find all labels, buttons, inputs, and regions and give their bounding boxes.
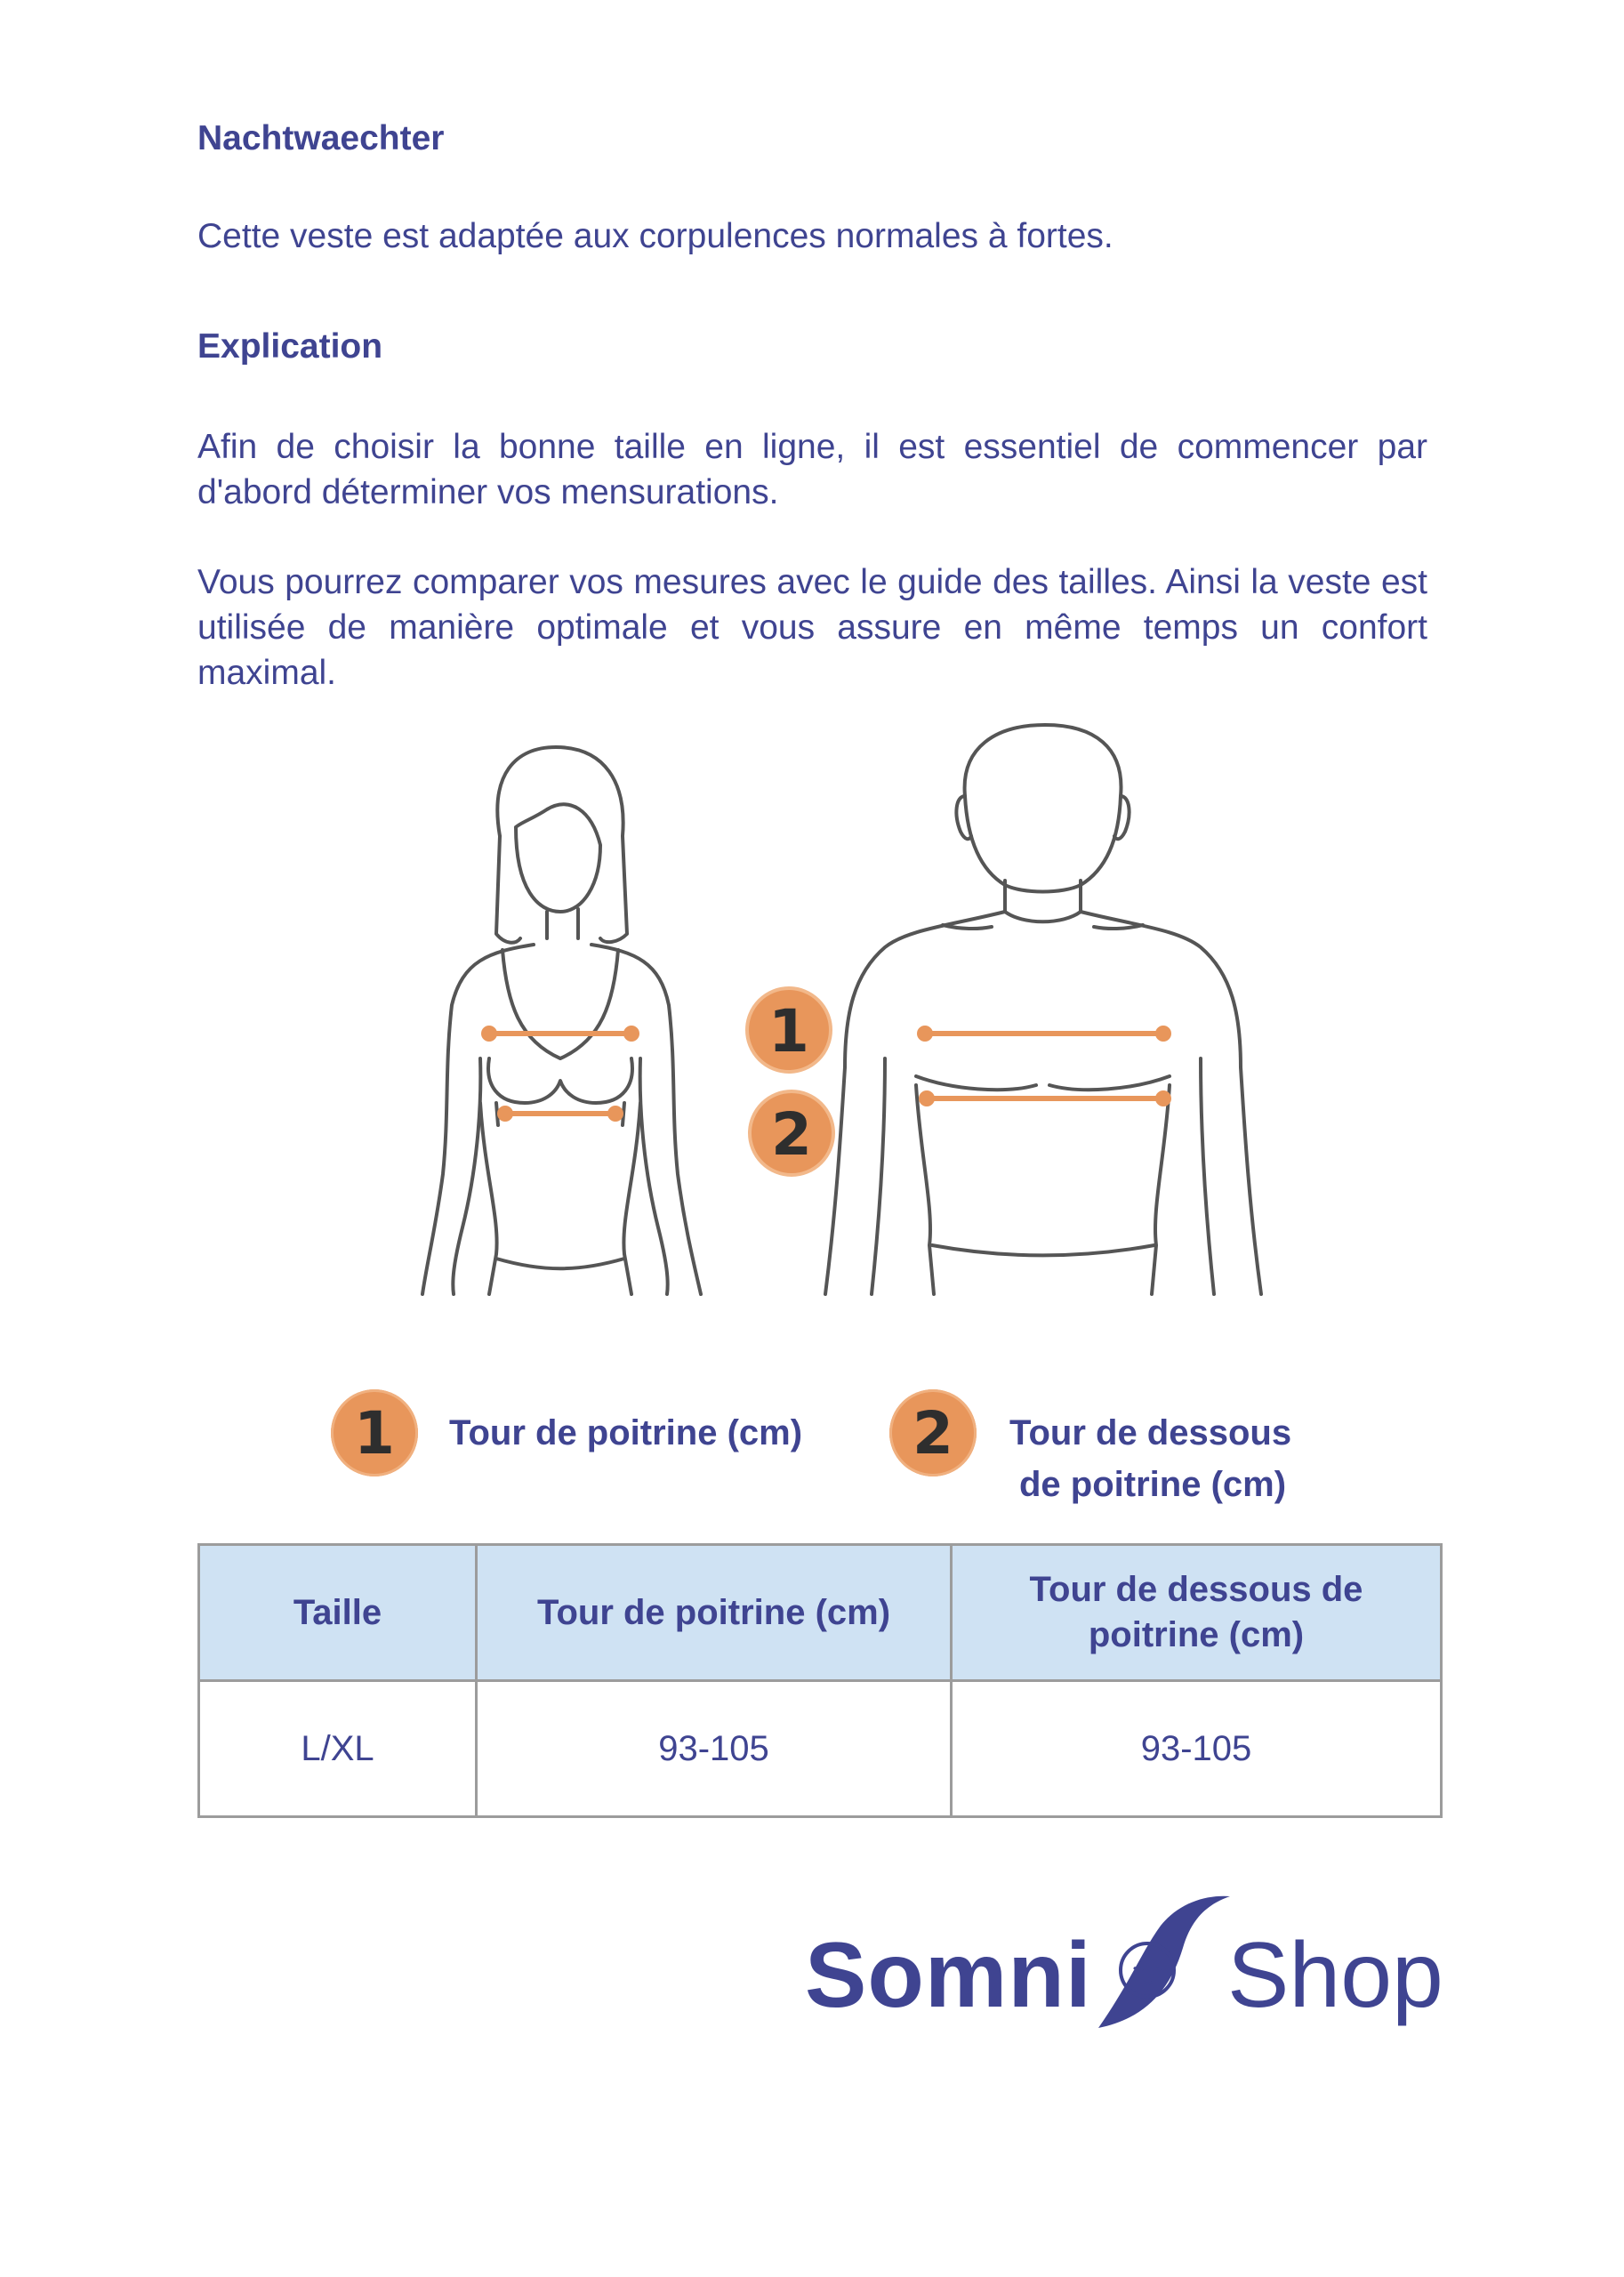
- cell-underbust: 93-105: [952, 1681, 1442, 1817]
- intro-text: Cette veste est adaptée aux corpulences normales à fortes.: [197, 217, 1113, 255]
- logo-text-shop: Shop: [1227, 1924, 1443, 2027]
- man-figure-outline: [825, 725, 1261, 1294]
- woman-figure-outline: [422, 747, 701, 1294]
- size-table: [197, 1543, 1443, 1818]
- figure-badge-2: [750, 1091, 833, 1175]
- explication-paragraph-1: Afin de choisir la bonne taille en ligne, il est essentiel de commencer par d'abord déterminer vos mensurations.: [197, 428, 1427, 511]
- sleeping-face-icon: [1081, 1886, 1232, 2037]
- explication-paragraph-2: Vous pourrez comparer vos mesures avec le guide des tailles. Ainsi la veste est utilisée de manière optimale et vous assure en même temps un confort maximal.: [197, 563, 1427, 692]
- svg-text:2: 2: [771, 1100, 812, 1169]
- measurement-illustration: [400, 712, 1290, 1307]
- legend-label-2-line2: de poitrine (cm): [1019, 1465, 1287, 1504]
- figure-badge-1: [747, 988, 831, 1072]
- cell-chest: 93-105: [477, 1681, 952, 1817]
- header-underbust: Tour de dessous de poitrine (cm): [952, 1545, 1442, 1681]
- somnishop-logo: [805, 1886, 1445, 2046]
- legend-label-1: Tour de poitrine (cm): [449, 1413, 803, 1452]
- explication-heading: Explication: [197, 327, 383, 366]
- logo-text-somni: Somni: [805, 1924, 1092, 2027]
- legend-badge-1: 1: [331, 1389, 418, 1476]
- svg-text:1: 1: [768, 997, 809, 1066]
- table-header-row: [199, 1545, 1442, 1681]
- product-title: Nachtwaechter: [197, 119, 445, 157]
- header-chest: Tour de poitrine (cm): [477, 1545, 952, 1681]
- cell-size: L/XL: [199, 1681, 477, 1817]
- legend-label-2-line1: Tour de dessous: [1009, 1413, 1292, 1452]
- table-row: [199, 1681, 1442, 1817]
- legend-badge-2: 2: [889, 1389, 977, 1476]
- header-size: Taille: [199, 1545, 477, 1681]
